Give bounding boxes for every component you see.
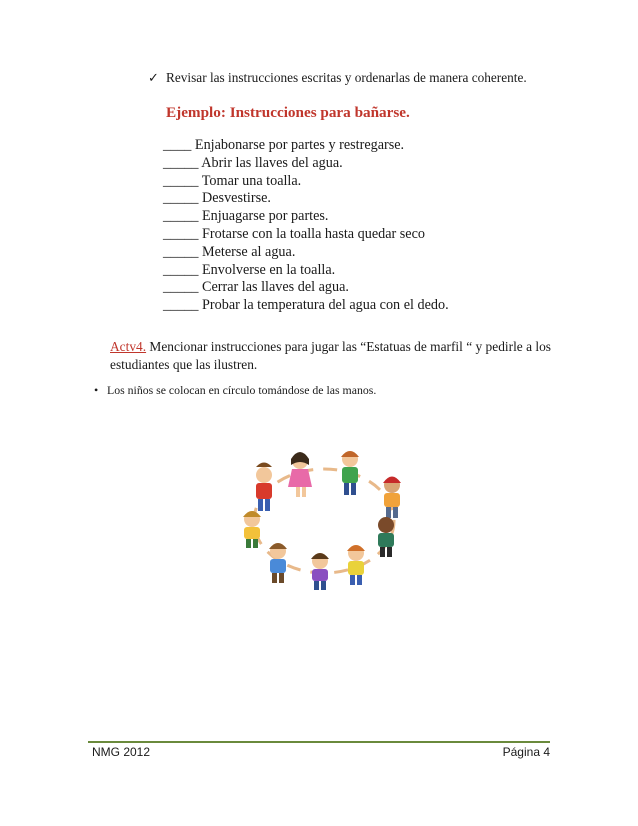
activity-label: Actv4. [110,339,147,354]
step-item: _____ Desvestirse. [163,190,271,207]
child-figure [269,543,287,583]
child-figure [341,451,359,495]
page-number: Página 4 [502,745,550,759]
activity-paragraph [110,338,560,373]
step-item: ____ Enjabonarse por partes y restregarse. [163,137,405,153]
children-circle-illustration [228,443,420,593]
checkmark-icon: ✓ [148,70,159,85]
child-figure [383,477,401,519]
child-figure [311,553,329,590]
footer-rule [88,741,550,743]
bullet-item [94,383,377,398]
step-item: _____ Meterse al agua. [163,243,296,260]
child-figure [347,545,365,585]
instruction-line [148,70,527,86]
bullet-icon: • [94,383,99,397]
child-figure [288,452,312,497]
step-item: _____ Frotarse con la toalla hasta quedar seco [163,225,425,242]
step-item: _____ Enjuagarse por partes. [163,208,329,225]
step-item: _____ Cerrar las llaves del agua. [163,279,349,296]
example-title: Ejemplo: Instrucciones para bañarse. [166,104,410,121]
step-item: _____ Envolverse en la toalla. [163,261,336,278]
step-item: _____ Tomar una toalla. [163,172,302,189]
footer-left-text: NMG 2012 [92,745,151,759]
step-item: _____ Probar la temperatura del agua con el dedo. [163,297,449,314]
child-figure [378,517,394,557]
child-figure [256,463,272,512]
instruction-text: Revisar las instrucciones escritas y ordenarlas de manera coherente. [166,70,527,85]
child-figure [243,511,261,548]
step-item: _____ Abrir las llaves del agua. [163,154,343,171]
steps-list [163,137,449,315]
bullet-text: Los niños se colocan en círculo tomándose de las manos. [107,383,377,397]
activity-text: Mencionar instrucciones para jugar las “Estatuas de marfil “ y pedirle a los estudiantes que las ilustren. [110,339,551,372]
